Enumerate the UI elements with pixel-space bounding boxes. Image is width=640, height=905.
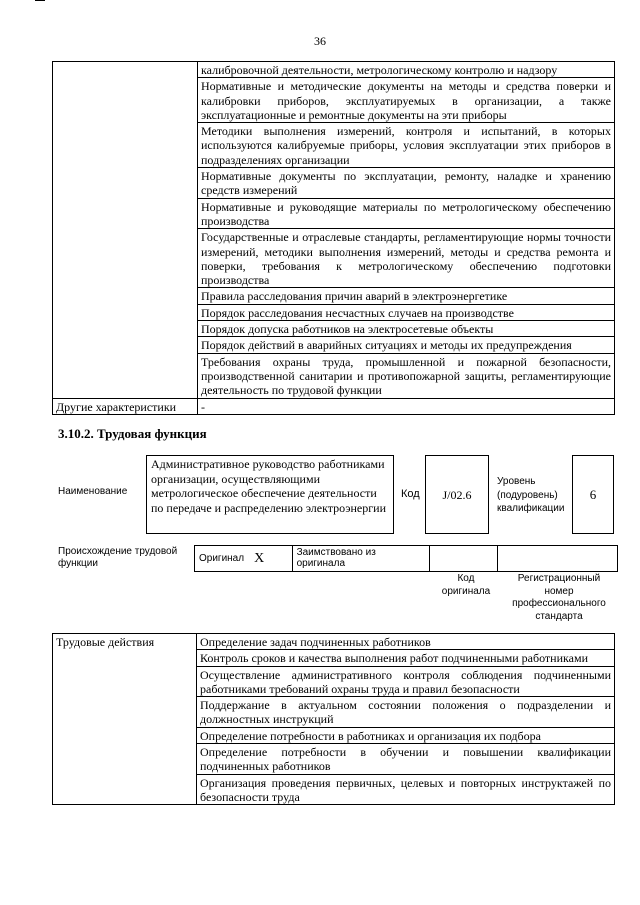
scan-mark: [35, 0, 45, 1]
level-label: [497, 475, 564, 516]
labor-actions-label: Трудовые действия: [53, 634, 197, 805]
table-cell: Методики выполнения измерений, контроля и испытаний, в которых используются калибруемые приборы, условия эксплуатации этих приборов в подразделениях организации: [198, 123, 615, 168]
labor-action-item: Осуществление административного контроля соблюдения подчиненными работниками требований охраны труда и правил безопасности: [197, 666, 615, 697]
caption-line: профессионального: [512, 598, 606, 609]
origin-label: [58, 546, 177, 570]
labor-action-item: Контроль сроков и качества выполнения работ подчиненными работниками: [197, 650, 615, 666]
registration-number-caption: [508, 573, 610, 623]
table-cell: Порядок допуска работников на электросетевые объекты: [198, 321, 615, 337]
code-original-caption: [440, 573, 492, 598]
borrowed-label: [292, 546, 429, 572]
labor-actions-table: [52, 633, 615, 805]
section-title: 3.10.2. Трудовая функция: [58, 426, 207, 441]
labor-action-item: Определение потребности в обучении и повышении квалификации подчиненных работников: [197, 744, 615, 775]
labor-action-item: Определение потребности в работниках и организация их подбора: [197, 727, 615, 743]
caption-line: Регистрационный: [517, 573, 601, 584]
other-characteristics-value: -: [198, 398, 615, 414]
table-cell: калибровочной деятельности, метрологическому контролю и надзору: [198, 62, 615, 78]
caption-line: оригинала: [441, 585, 491, 597]
original-label: Оригинал: [195, 546, 249, 572]
borrowed-label-line: Заимствовано из: [296, 547, 376, 558]
registration-number-cell: [497, 546, 617, 572]
labor-action-item: Определение задач подчиненных работников: [197, 634, 615, 650]
code-value-box: J/02.6: [425, 455, 489, 534]
table-row: [195, 546, 618, 572]
caption-line: номер: [544, 585, 574, 597]
labor-action-item: Поддержание в актуальном состоянии положения о подразделении и должностных инструкций: [197, 697, 615, 728]
table-cell: Порядок расследования несчастных случаев на производстве: [198, 304, 615, 320]
level-label-line: Уровень: [497, 476, 536, 487]
borrowed-label-line: оригинала: [296, 558, 346, 569]
level-value-box: 6: [572, 455, 614, 534]
table-cell: Нормативные документы по эксплуатации, ремонту, наладке и хранению средств измерений: [198, 168, 615, 199]
level-label-line: (подуровень): [497, 489, 558, 501]
page-number: 36: [314, 34, 326, 48]
code-label: Код: [401, 488, 420, 500]
table-cell: Нормативные и методические документы на методы и средства поверки и калибровки приборов, эксплуатируемых в организации, а также эксплуатационные и ремонтные документы на эти приборы: [198, 78, 615, 123]
caption-line: Код: [457, 573, 475, 584]
table-row: [53, 62, 615, 78]
other-characteristics-label: Другие характеристики: [53, 398, 198, 414]
table-row: [53, 398, 615, 414]
function-name-box: Административное руководство работниками организации, осуществляющими метрологическое обеспечение деятельности по передаче и распределению электроэнергии: [146, 455, 394, 534]
labor-action-item: Организация проведения первичных, целевых и повторных инструктажей по безопасности труда: [197, 774, 615, 805]
table-cell: Нормативные и руководящие материалы по метрологическому обеспечению производства: [198, 198, 615, 229]
table-cell: Требования охраны труда, промышленной и пожарной безопасности, производственной санитарии и противопожарной защиты, регламентирующие деятельность по трудовой функции: [198, 353, 615, 398]
code-original-cell: [429, 546, 497, 572]
original-mark: X: [248, 546, 292, 572]
origin-label-line: Происхождение трудовой: [58, 546, 178, 557]
level-label-line: квалификации: [497, 503, 565, 514]
table-cell: Правила расследования причин аварий в электроэнергетике: [198, 288, 615, 304]
origin-table: [194, 545, 618, 572]
name-label: Наименование: [58, 486, 128, 497]
caption-line: стандарта: [535, 610, 583, 622]
knowledge-table: [52, 61, 615, 415]
table-cell: Государственные и отраслевые стандарты, регламентирующие нормы точности измерений, методики выполнения измерений, методы и средства ремонта и поверки, требования к метрологическому обеспечению подготовки производства: [198, 229, 615, 288]
table-cell-empty: [53, 62, 198, 399]
table-cell: Порядок действий в аварийных ситуациях и методы их предупреждения: [198, 337, 615, 353]
origin-label-line: функции: [58, 558, 98, 569]
table-row: [53, 634, 615, 650]
